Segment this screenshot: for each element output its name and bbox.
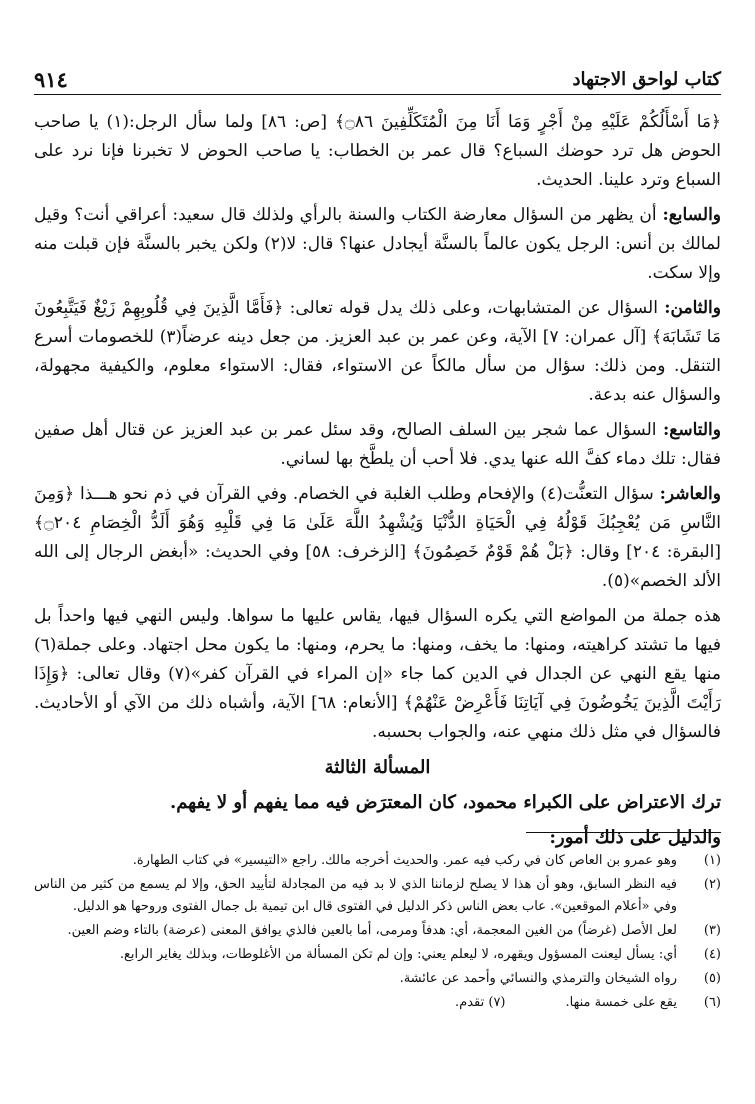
book-title: كتاب لواحق الاجتهاد [572, 69, 721, 90]
footnote-separator [526, 832, 721, 833]
footnote: (١) وهو عمرو بن العاص كان في ركب فيه عمر. والحديث أخرجه مالك. راجع «التيسير» في كتاب الطهارة. [132, 853, 721, 868]
footnote: (٣) لعل الأصل (غرضاً) من الغين المعجمة، أي: هدفاً ومرمى، أما بالعين فالذي يوافق المعنى (عرضة) بالتاء وضم العين. [67, 923, 721, 938]
paragraph: هذه جملة من المواضع التي يكره السؤال فيها، يقاس عليها ما سواها. وليس النهي فيها واحداً بل فيها ما تشتد كراهيته، ومنها: ما يخف، ومنها: ما يحرم، ومنها: ما يكون محل اجتهاد. وعلى جملة(٦) منها يقع النهي عن الجدال في الدين كما جاء «إن المراء في القرآن كفر»(٧) وقال تعالى: ﴿وَإِذَا رَأَيْتَ الَّذِينَ يَخُوضُونَ فِي آيَاتِنَا فَأَعْرِضْ عَنْهُمْ﴾ [الأنعام: ٦٨] الآية، وأشباه ذلك من الآي أو الأحاديث. فالسؤال في مثل ذلك منهي عنه، والجواب بحسبه. [34, 606, 721, 742]
footnote: (٢) فيه النظر السابق، وهو أن هذا لا يصلح لزماننا الذي لا بد فيه من المجادلة لتأييد الحق، وإلا لم يسمع من كثير من الناس وفي «أعلام الموقعين». عاب بعض الناس ذكر الدليل في الفتوى قال ابن تيمية بل جمال الفتوى وروحها هو الدليل. [34, 877, 721, 914]
page-number: ٩١٤ [34, 67, 68, 92]
paragraph: ﴿مَا أَسْأَلُكُمْ عَلَيْهِ مِنْ أَجْرٍ وَمَا أَنَا مِنَ الْمُتَكَلِّفِينَ ۝٨٦﴾ [ص: ٨٦] ولما سأل الرجل:(١) يا صاحب الحوض هل ترد حوضك السباع؟ قال عمر بن الخطاب: يا صاحب الحوض لا تخبرنا فإنا نرد على السباع وترد علينا. الحديث. [34, 112, 721, 190]
section-line: ترك الاعتراض على الكبراء محمود، كان المعترَض فيه مما يفهم أو لا يفهم. [169, 792, 721, 813]
paragraph: والعاشر: سؤال التعنُّت(٤) والإفحام وطلب الغلبة في الخصام. وفي القرآن في ذم نحو هـــذا ﴿وَمِنَ النَّاسِ مَن يُعْجِبُكَ قَوْلُهُ فِي الْحَيَاةِ الدُّنْيَا وَيُشْهِدُ اللَّهَ عَلَىٰ مَا فِي قَلْبِهِ وَهُوَ أَلَدُّ الْخِصَامِ ۝٢٠٤﴾ [البقرة: ٢٠٤] وقال: ﴿بَلْ هُمْ قَوْمٌ خَصِمُونَ﴾ [الزخرف: ٥٨] وفي الحديث: «أبغض الرجال إلى الله الألد الخصم»(٥). [34, 484, 722, 591]
section-line: والدليل على ذلك أمور: [549, 827, 721, 848]
section-intro [34, 788, 721, 852]
paragraph: والسابع: أن يظهر من السؤال معارضة الكتاب والسنة بالرأي ولذلك قال سعيد: أعراقي أنت؟ وقيل لمالك بن أنس: الرجل يكون عالماً بالسنَّة أيجادل عنها؟ قال: لا(٢) ولكن يخبر بالسنَّة فإن قبلت منه وإلا سكت. [34, 205, 721, 283]
section-heading: المسألة الثالثة [324, 757, 431, 778]
paragraph: والثامن: السؤال عن المتشابهات، وعلى ذلك يدل قوله تعالى: ﴿فَأَمَّا الَّذِينَ فِي قُلُوبِهِمْ زَيْغٌ فَيَتَّبِعُونَ مَا تَشَابَهَ﴾ [آل عمران: ٧] الآية، وعن عمر بن عبد العزيز. من جعل دينه عرضاً(٣) للخصومات أسرع التنقل. ومن ذلك: سؤال من سأل مالكاً عن الاستواء، فقال: الاستواء معلوم، والكيفية مجهولة، والسؤال عنه بدعة. [34, 298, 722, 405]
footnotes [34, 850, 721, 1016]
paragraph-lead: والعاشر: [659, 484, 721, 504]
footnote: (٥) رواه الشيخان والترمذي والنسائي وأحمد عن عائشة. [399, 971, 721, 986]
paragraph-lead: والتاسع: [663, 420, 721, 440]
running-header [34, 64, 721, 95]
paragraph-lead: والسابع: [662, 205, 721, 225]
footnote: (٤) أي: يسأل ليعنت المسؤول ويقهره، لا ليعلم يعني: وإن لم تكن المسألة من الأغلوطات، وبذلك يغاير الرابع. [119, 947, 721, 962]
paragraph-lead: والثامن: [664, 298, 721, 318]
footnote: (٦) يقع على خمسة منها. (٧) تقدم. [455, 995, 721, 1010]
main-text [34, 108, 721, 858]
paragraph: والتاسع: السؤال عما شجر بين السلف الصالح، وقد سئل عمر بن عبد العزيز عن قتال أهل صفين فقال: تلك دماء كفَّ الله عنها يدي. فلا أحب أن يلطَّخ بها لساني. [34, 420, 721, 469]
